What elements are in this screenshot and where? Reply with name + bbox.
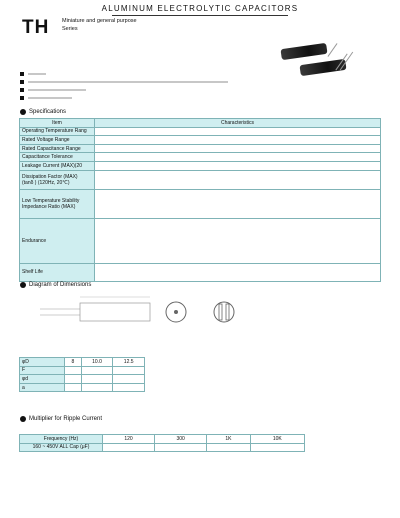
section-bullet-icon xyxy=(20,109,26,115)
section-bullet-icon xyxy=(20,416,26,422)
table-header-row: Item Characteristics xyxy=(20,119,381,128)
dimension-table xyxy=(19,357,145,392)
table-row: Rated Capacitance Range xyxy=(20,144,381,153)
series-description: Miniature and general purpose xyxy=(62,18,137,24)
table-row: Rated Voltage Range xyxy=(20,136,381,145)
ripple-table xyxy=(19,434,305,452)
series-word: Series xyxy=(62,26,78,32)
table-row: a xyxy=(20,383,145,392)
title-underline xyxy=(112,15,288,16)
table-header-row: Frequency (Hz) 120 300 1K 10K xyxy=(20,435,305,444)
document-title: ALUMINUM ELECTROLYTIC CAPACITORS xyxy=(101,4,299,13)
dimensions-heading: Diagram of Dimensions xyxy=(20,282,91,288)
table-row: Capacitance Tolerance xyxy=(20,153,381,162)
ripple-heading: Multiplier for Ripple Current xyxy=(20,416,102,422)
table-row: F xyxy=(20,366,145,375)
table-row: 160 ~ 450V ALL Cap (μF) xyxy=(20,443,305,452)
bullet-icon xyxy=(20,72,24,76)
table-row: Leakage Current (MAX)(20 xyxy=(20,161,381,170)
table-row: Operating Temperature Rang xyxy=(20,127,381,136)
table-row: φd xyxy=(20,375,145,384)
series-code: TH xyxy=(22,17,50,38)
specifications-heading: Specifications xyxy=(20,109,66,115)
table-row: Low Temperature Stability Impedance Ratio (MAX) xyxy=(20,189,381,218)
table-row: Dissipation Factor (MAX) (tanδ ) (120Hz, 20℃) xyxy=(20,170,381,189)
section-bullet-icon xyxy=(20,282,26,288)
bullet-icon xyxy=(20,80,24,84)
table-header-row: φD 8 10.0 12.5 xyxy=(20,358,145,367)
table-row: Endurance xyxy=(20,218,381,263)
specifications-table xyxy=(19,118,381,282)
bullet-icon xyxy=(20,96,24,100)
bullet-icon xyxy=(20,88,24,92)
dimension-diagram xyxy=(40,292,250,332)
table-row: Shelf Life xyxy=(20,263,381,281)
